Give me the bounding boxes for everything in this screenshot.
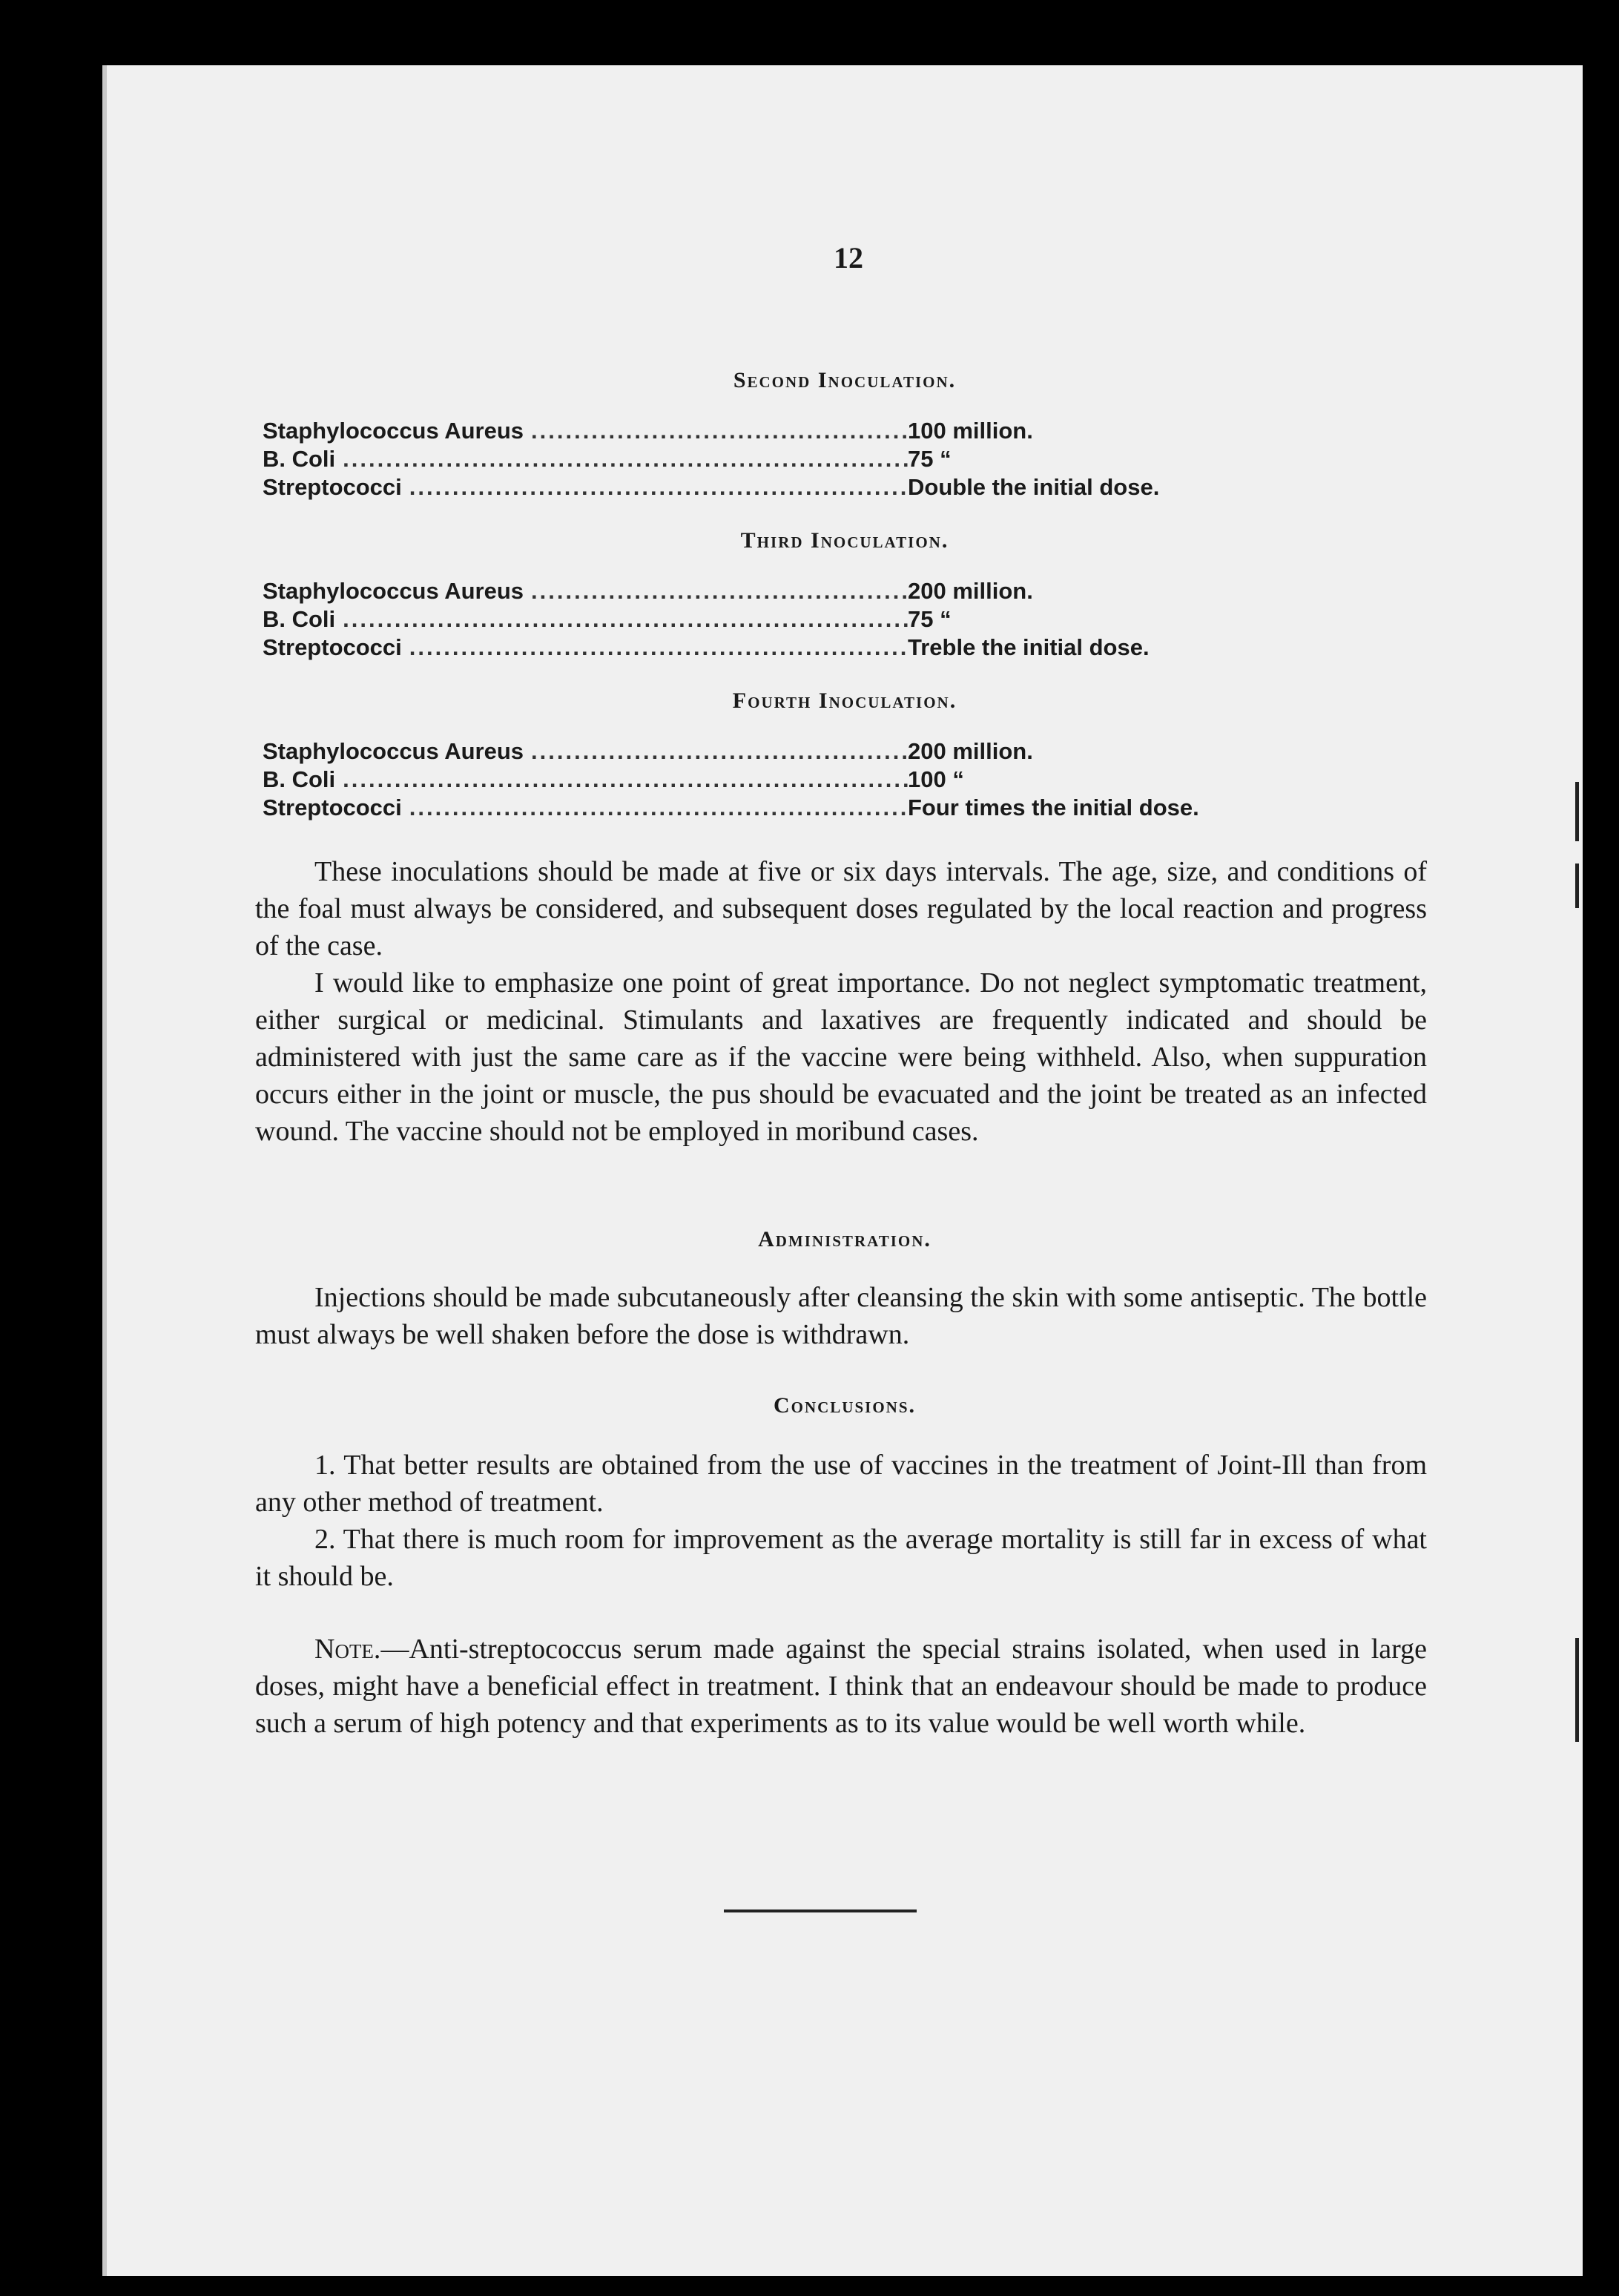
dose-value: Treble the initial dose. (908, 634, 1150, 660)
agent-name: B. Coli (263, 446, 336, 472)
schedule-row (263, 605, 1301, 634)
agent-name: Staphylococcus Aureus (263, 738, 524, 764)
schedule-row (263, 794, 1301, 822)
schedule-fourth-inoculation (263, 737, 1301, 822)
closing-rule (724, 1910, 917, 1912)
conclusion-item: 2. That there is much room for improvement as the average mortality is still far in excess of what it should be. (255, 1524, 1427, 1592)
dose-value: 100 “ (908, 766, 964, 792)
page-number: 12 (834, 241, 863, 274)
paragraph-administration: Injections should be made subcutaneously after cleansing the skin with some antiseptic. The bottle must always be well shaken before the dose is withdrawn. (255, 1282, 1427, 1350)
scan-edge-mark (1575, 1697, 1579, 1742)
paragraph-note (255, 1631, 1427, 1742)
heading-third-inoculation: Third Inoculation. (740, 528, 949, 553)
note-lead: Note. (314, 1634, 381, 1665)
heading-second-inoculation: Second Inoculation. (733, 368, 957, 392)
schedule-second-inoculation (263, 417, 1301, 501)
paragraph-intervals: These inoculations should be made at five or six days intervals. The age, size, and conditions of the foal must always be considered, and subsequent doses regulated by the local reaction and progress of the case. (255, 856, 1427, 961)
heading-fourth-inoculation: Fourth Inoculation. (732, 688, 957, 713)
conclusion-item: 1. That better results are obtained from the use of vaccines in the treatment of Joint-Ill than from any other method of treatment. (255, 1450, 1427, 1518)
document-page (102, 65, 1583, 2276)
scan-edge-mark (1575, 1638, 1579, 1697)
schedule-row (263, 766, 1301, 794)
agent-name: Streptococci (263, 634, 402, 660)
schedule-row (263, 473, 1301, 501)
agent-name: Staphylococcus Aureus (263, 418, 524, 444)
agent-name: Streptococci (263, 795, 402, 820)
schedule-row (263, 577, 1301, 605)
heading-administration: Administration. (758, 1227, 931, 1251)
dose-value: Double the initial dose. (908, 474, 1160, 500)
agent-name: B. Coli (263, 766, 336, 792)
agent-name: B. Coli (263, 606, 336, 632)
heading-conclusions: Conclusions. (773, 1393, 917, 1418)
note-text: —Anti-streptococcus serum made against the special strains isolated, when used in large doses, might have a beneficial effect in treatment. I think that an endeavour should be made to produce such a serum of high potency and that experiments as to its value would be well worth while. (255, 1634, 1427, 1739)
schedule-row (263, 417, 1301, 445)
dose-value: 100 million. (908, 418, 1033, 444)
dose-value: 75 “ (908, 446, 952, 472)
scan-edge-mark (1575, 782, 1579, 841)
schedule-row (263, 634, 1301, 662)
scan-edge-mark (1575, 864, 1579, 908)
schedule-row (263, 445, 1301, 473)
dose-value: 200 million. (908, 578, 1033, 604)
agent-name: Staphylococcus Aureus (263, 578, 524, 604)
dose-value: Four times the initial dose. (908, 795, 1199, 820)
paragraph-emphasis: I would like to emphasize one point of great importance. Do not neglect symptomatic treatment, either surgical or medicinal. Stimulants and laxatives are frequently indicated and should be administered with just the same care as if the vaccine were being withheld. Also, when suppuration occurs either in the joint or muscle, the pus should be evacuated and the joint be treated as an infected wound. The vaccine should not be employed in moribund cases. (255, 967, 1427, 1147)
dose-value: 75 “ (908, 606, 952, 632)
schedule-third-inoculation (263, 577, 1301, 662)
schedule-row (263, 737, 1301, 766)
agent-name: Streptococci (263, 474, 402, 500)
dose-value: 200 million. (908, 738, 1033, 764)
